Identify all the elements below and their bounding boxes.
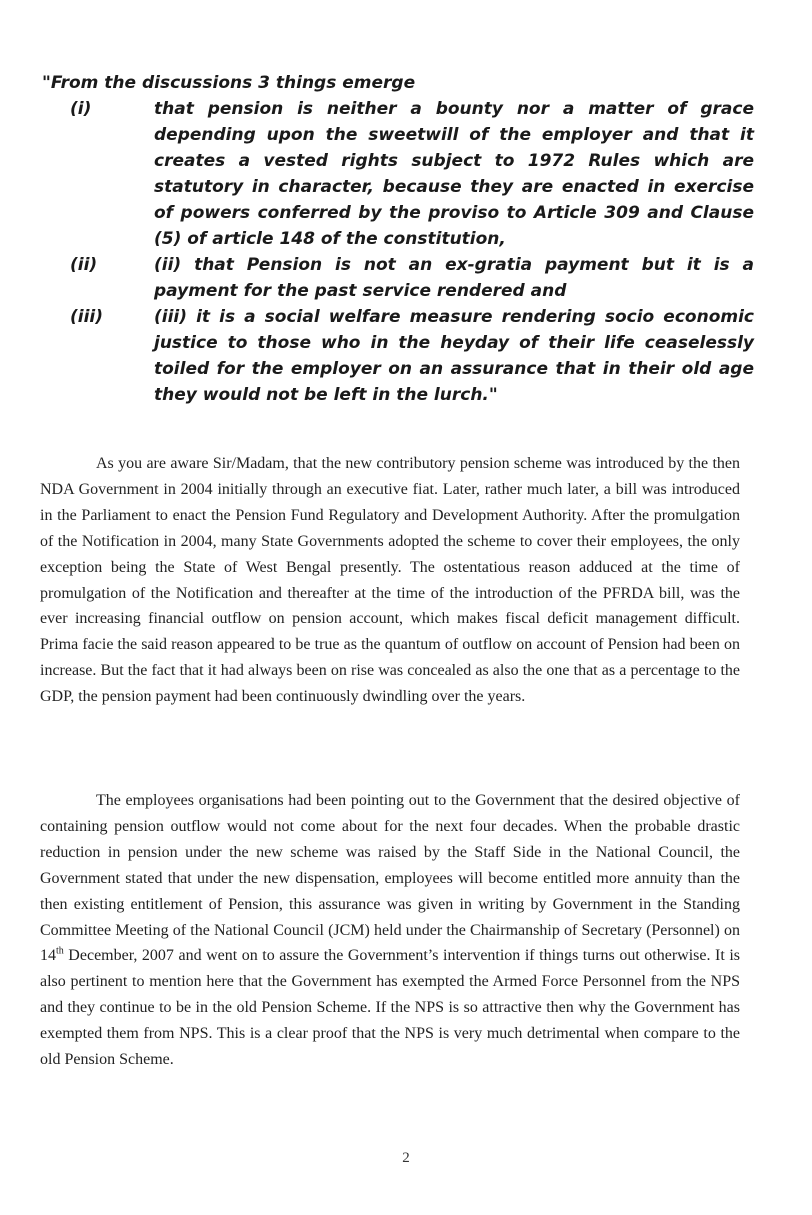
quotation-item — [42, 96, 754, 252]
quotation-item — [42, 304, 754, 408]
body-paragraph: As you are aware Sir/Madam, that the new contributory pension scheme was introduced by the then NDA Government in 2004 initially through an executive fiat. Later, rather much later, a bill was introduced in the Parliament to enact the Pension Fund Regulatory and Development Authority. After the promulgation of the Notification in 2004, many State Governments adopted the scheme to cover their employees, the only exception being the State of West Bengal presently. The ostentatious reason adduced at the time of promulgation of the Notification and thereafter at the time of the introduction of the PFRDA bill, was the ever increasing financial outflow on pension account, which makes fiscal deficit management difficult. Prima facie the said reason appeared to be true as the quantum of outflow on account of Pension had been on increase. But the fact that it had always been on rise was concealed as also the one that as a percentage to the GDP, the pension payment had been continuously dwindling over the years. — [40, 455, 740, 706]
item-text: (iii) it is a social welfare measure rendering socio economic justice to those who in the heyday of their life ceaselessly toiled for the employer on an assurance that in their old age they would not be left in the lurch." — [154, 307, 754, 405]
ordinal-suffix: th — [56, 946, 64, 958]
quotation-block — [42, 70, 754, 408]
quotation-item — [42, 252, 754, 304]
item-number: (i) — [70, 99, 92, 119]
paragraph-text: December, 2007 and went on to assure the Government’s intervention if things turns out otherwise. It is also pertinent to mention here that the Government has exempted the Armed Force Personnel from the NPS and they continue to be in the old Pension Scheme. If the NPS is so attractive then why the Government has exempted them from NPS. This is a clear proof that the NPS is very much detrimental when compare to the old Pension Scheme. — [40, 947, 740, 1069]
quotation-intro: "From the discussions 3 things emerge — [42, 73, 416, 93]
item-number: (iii) — [70, 307, 104, 327]
item-text: (ii) that Pension is not an ex-gratia payment but it is a payment for the past service rendered and — [154, 255, 754, 301]
paragraph-text: The employees organisations had been pointing out to the Government that the desired objective of containing pension outflow would not come about for the next four decades. When the probable drastic reduction in pension under the new scheme was raised by the Staff Side in the National Council, the Government stated that under the new dispensation, employees will become entitled more annuity than the then existing entitlement of Pension, this assurance was given in writing by Government in the Standing Committee Meeting of the National Council (JCM) held under the Chairmanship of Secretary (Personnel) on 14 — [40, 792, 740, 965]
item-number: (ii) — [70, 255, 98, 275]
body-paragraph — [40, 788, 740, 1073]
item-text: that pension is neither a bounty nor a matter of grace depending upon the sweetwill of the employer and that it creates a vested rights subject to 1972 Rules which are statutory in character, because they are enacted in exercise of powers conferred by the proviso to Article 309 and Clause (5) of article 148 of the constitution, — [154, 99, 754, 249]
page-number: 2 — [402, 1150, 410, 1166]
